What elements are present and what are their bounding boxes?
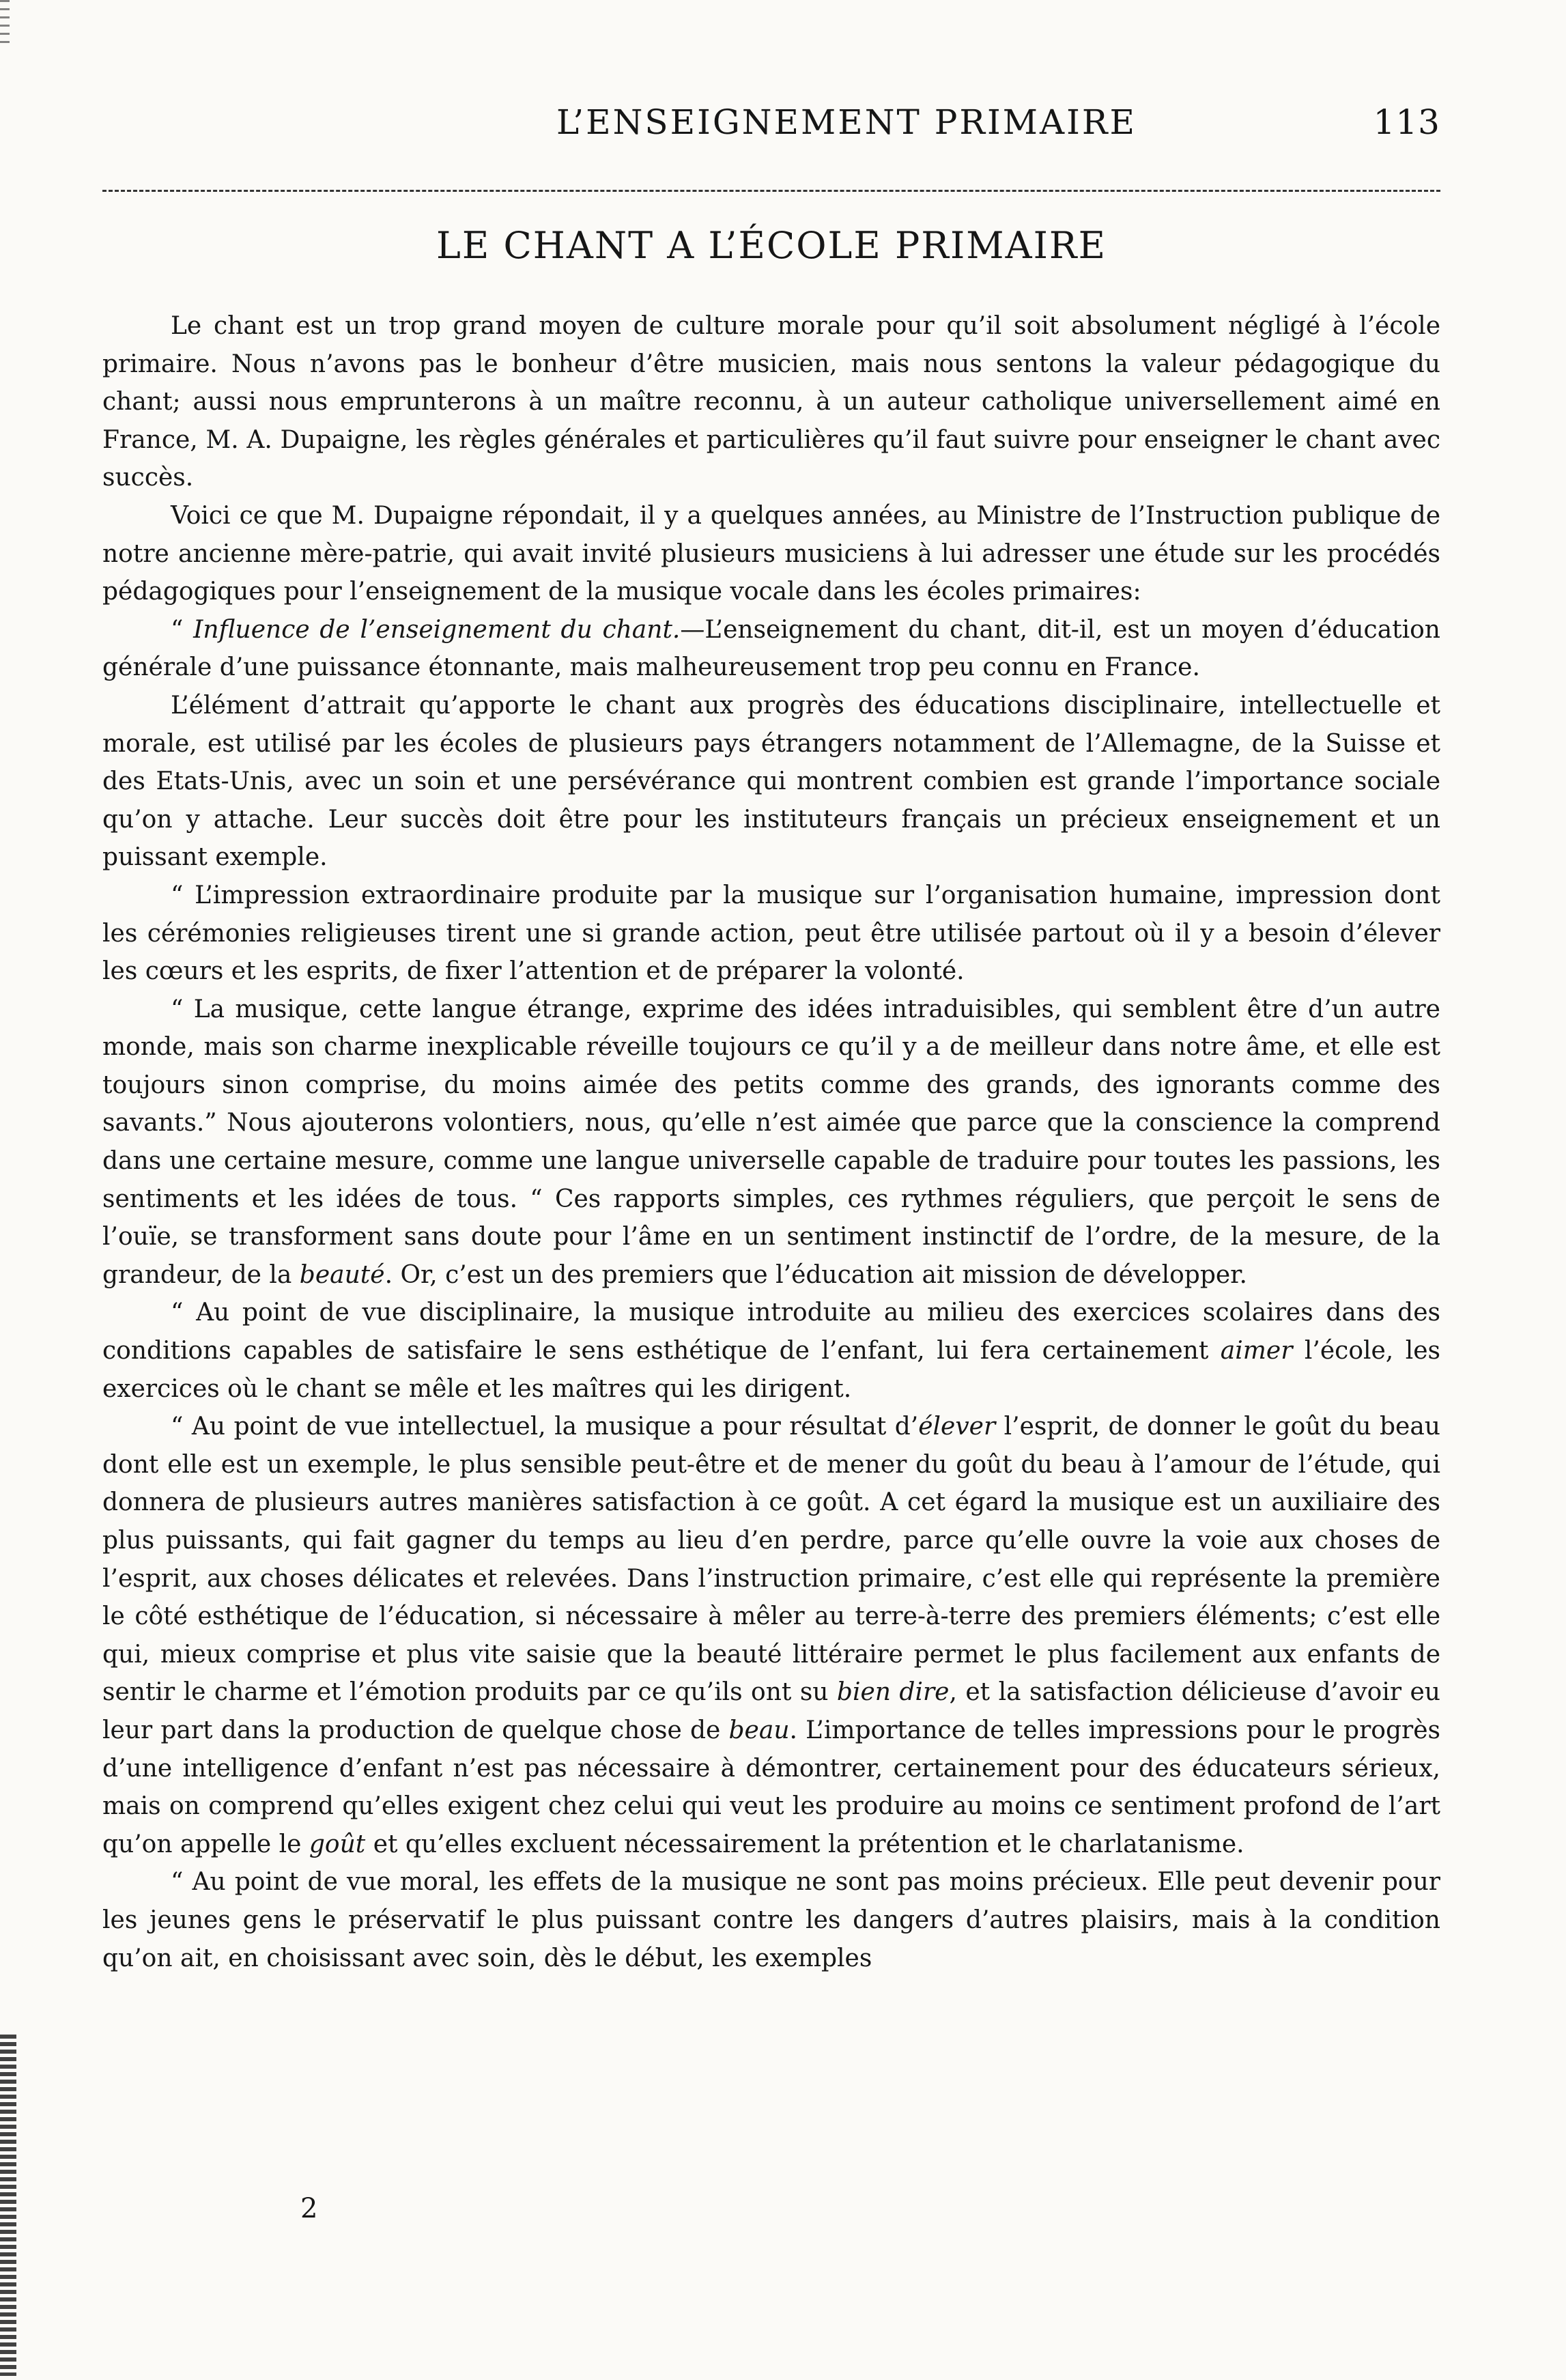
paragraph-text: , et la satisfaction délicieuse d’avoir eu leur part dans la production de quelque chose de xyxy=(102,1678,1440,1744)
paragraph-text: . Or, c’est un des premiers que l’éducation ait mission de développer. xyxy=(384,1260,1247,1289)
paragraph xyxy=(102,877,1440,991)
paragraph-text: Voici ce que M. Dupaigne répondait, il y a quelques années, au Ministre de l’Instruction publique de notre ancienne mère-patrie, qui avait invité plusieurs musiciens à lui adresser une étude sur les procédés pédagogiques pour l’enseignement de la musique vocale dans les écoles primaires: xyxy=(102,501,1440,606)
paragraph xyxy=(102,611,1440,687)
running-head xyxy=(102,102,1440,157)
scan-edge-mark xyxy=(0,2035,16,2376)
paragraph xyxy=(102,687,1440,877)
paragraph-text: “ Au point de vue disciplinaire, la musique introduite au milieu des exercices scolaires dans des conditions capables de satisfaire le sens esthétique de l’enfant, lui fera certainement xyxy=(102,1299,1440,1365)
paragraph-text: “ L’impression extraordinaire produite par la musique sur l’organisation humaine, impression dont les cérémonies religieuses tirent une si grande action, peut être utilisée partout où il y a besoin d’élever les cœurs et les esprits, de fixer l’attention et de préparer la volonté. xyxy=(102,881,1440,986)
paragraph xyxy=(102,1408,1440,1863)
header-rule xyxy=(102,190,1440,192)
italic-word: bien dire xyxy=(836,1678,950,1707)
scan-edge-mark xyxy=(0,0,10,48)
paragraph-text: et qu’elles excluent nécessairement la prétention et le charlatanisme. xyxy=(365,1830,1244,1858)
paragraph-text: “ Au point de vue moral, les effets de la musique ne sont pas moins précieux. Elle peut devenir pour les jeunes gens le préservatif le plus puissant contre les dangers d’autres plaisirs, mais à la condition qu’on ait, en choisissant avec soin, dès le début, les exemples xyxy=(102,1868,1440,1972)
paragraph-text: L’élément d’attrait qu’apporte le chant aux progrès des éducations disciplinaire, intellectuelle et morale, est utilisé par les écoles de plusieurs pays étrangers notamment de l’Allemagne, de la Suisse et des Etats-Unis, avec un soin et une persévérance qui montrent combien est grande l’importance sociale qu’on y attache. Leur succès doit être pour les instituteurs français un précieux enseignement et un puissant exemple. xyxy=(102,691,1440,872)
italic-word: beauté xyxy=(299,1260,385,1289)
signature-mark: 2 xyxy=(300,2193,318,2224)
paragraph-text: “ La musique, cette langue étrange, exprime des idées intraduisibles, qui semblent être d’un autre monde, mais son charme inexplicable réveille toujours ce qu’il y a de meilleur dans notre âme, et elle est toujours sinon comprise, du moins aimée des petits comme des grands, des ignorants comme des savants.” Nous ajouterons volontiers, nous, qu’elle n’est aimée que parce que la conscience la comprend dans une certaine mesure, comme une langue universelle capable de traduire pour toutes les passions, les sentiments et les idées de tous. “ Ces rapports simples, ces rythmes réguliers, que perçoit le sens de l’ouïe, se transforment sans doute pour l’âme en un sentiment instinctif de l’ordre, de la mesure, de la grandeur, de la xyxy=(102,995,1440,1289)
paragraph xyxy=(102,1294,1440,1408)
page-number: 113 xyxy=(1373,102,1440,142)
article-title: LE CHANT A L’ÉCOLE PRIMAIRE xyxy=(436,224,1107,267)
paragraph-text: l’esprit, de donner le goût du beau dont elle est un exemple, le plus sensible peut-être et de mener du goût du beau à l’amour de l’étude, qui donnera de plusieurs autres manières satisfaction à ce goût. A cet égard la musique est un auxiliaire des plus puissants, qui fait gagner du temps au lieu d’en perdre, parce qu’elle ouvre la voie aux choses de l’esprit, aux choses délicates et relevées. Dans l’instruction primaire, c’est elle qui représente la première le côté esthétique de l’éducation, si nécessaire à mêler au terre-à-terre des premiers éléments; c’est elle qui, mieux comprise et plus vite saisie que la beauté littéraire permet le plus facilement aux enfants de sentir le charme et l’émotion produits par ce qu’ils ont su xyxy=(102,1413,1440,1707)
italic-word: goût xyxy=(309,1830,366,1858)
italic-word: beau xyxy=(728,1716,790,1744)
paragraph-text: . L’importance de telles impressions pour le progrès d’une intelligence d’enfant n’est pas nécessaire à démontrer, certainement pour des éducateurs sérieux, mais on comprend qu’elles exigent chez celui qui veut les produire au moins ce sentiment profond de l’art qu’on appelle le xyxy=(102,1716,1440,1858)
italic-heading: Influence de l’enseignement du chant. xyxy=(193,615,681,644)
paragraph-text: “ Au point de vue intellectuel, la musique a pour résultat d’ xyxy=(171,1413,919,1441)
paragraph-text: —L’enseignement du chant, dit-il, est un moyen d’éducation générale d’une puissance étonnante, mais malheureusement trop peu connu en France. xyxy=(102,615,1440,682)
paragraph xyxy=(102,497,1440,611)
paragraph xyxy=(102,1863,1440,1977)
article-body xyxy=(102,307,1440,1977)
italic-word: élever xyxy=(918,1413,996,1441)
italic-word: aimer xyxy=(1220,1337,1293,1365)
running-title: L’ENSEIGNEMENT PRIMAIRE xyxy=(556,102,1137,142)
paragraph-text: Le chant est un trop grand moyen de culture morale pour qu’il soit absolument négligé à l’école primaire. Nous n’avons pas le bonheur d’être musicien, mais nous sentons la valeur pédagogique du chant; aussi nous emprunterons à un maître reconnu, à un auteur catholique universellement aimé en France, M. A. Dupaigne, les règles générales et particulières qu’il faut suivre pour enseigner le chant avec succès. xyxy=(102,312,1440,492)
paragraph xyxy=(102,307,1440,497)
paragraph xyxy=(102,991,1440,1294)
paragraph-text: “ xyxy=(171,615,194,644)
paragraph-text: l’école, les exercices où le chant se mêle et les maîtres qui les dirigent. xyxy=(102,1337,1440,1403)
